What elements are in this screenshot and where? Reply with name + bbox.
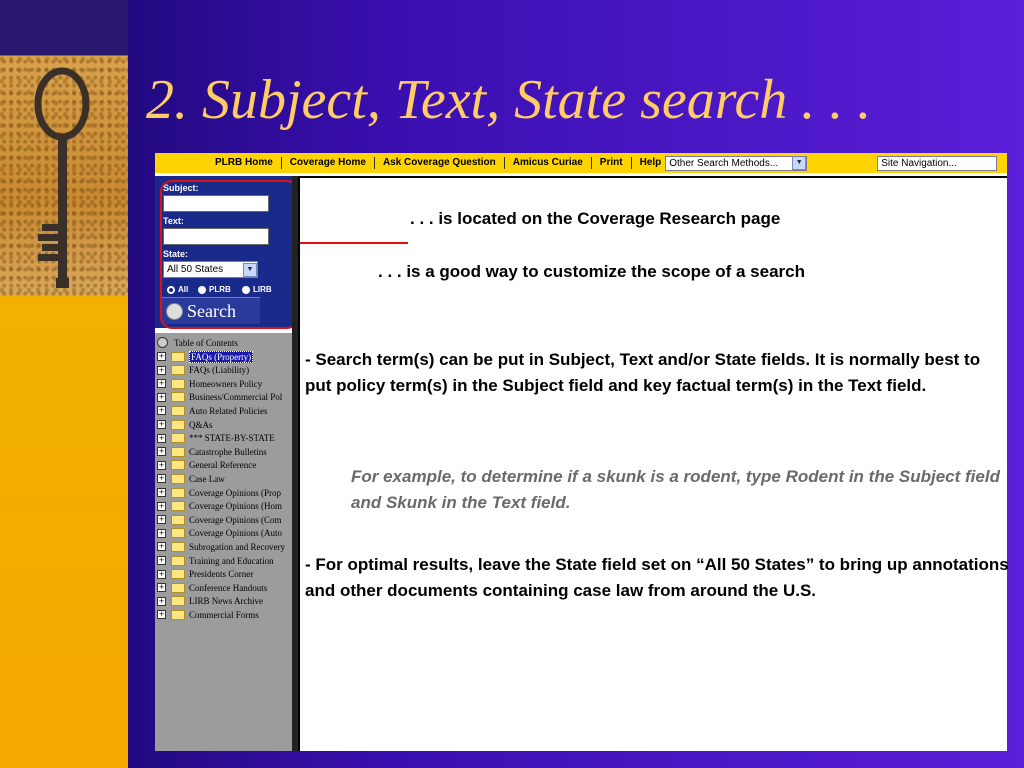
location-note: . . . is located on the Coverage Research page [410, 209, 781, 228]
radio-plrb-label: PLRB [209, 285, 231, 294]
radio-all-label: All [178, 285, 189, 294]
nav-ask-coverage-question[interactable]: Ask Coverage Question [375, 157, 505, 169]
folder-icon [171, 406, 185, 416]
nav-coverage-home[interactable]: Coverage Home [282, 157, 375, 169]
tree-item[interactable] [157, 568, 253, 581]
top-nav-bar [155, 153, 1007, 173]
expand-plus-icon[interactable]: + [158, 596, 165, 605]
tree-item-label: Case Law [189, 473, 225, 484]
expand-plus-icon[interactable]: + [158, 352, 165, 360]
state-select-value: All 50 States [167, 264, 224, 275]
tree-item-label: Subrogation and Recovery [189, 541, 285, 552]
folder-icon [171, 474, 185, 484]
folder-icon [171, 556, 185, 566]
tree-item-label: Commercial Forms [189, 609, 259, 620]
tree-item-label: *** STATE-BY-STATE [189, 433, 275, 444]
nav-help[interactable]: Help [639, 157, 662, 168]
tree-item-label: Catastrophe Bulletins [189, 446, 267, 457]
radio-lirb-label: LIRB [253, 285, 272, 294]
folder-icon [171, 515, 185, 525]
folder-icon [171, 596, 185, 606]
callout-line [300, 242, 408, 244]
table-of-contents-tree [155, 333, 295, 751]
expand-plus-icon[interactable]: + [158, 392, 165, 401]
expand-plus-icon[interactable]: + [158, 569, 165, 578]
expand-plus-icon[interactable]: + [158, 501, 165, 510]
folder-icon [171, 352, 185, 362]
tree-item[interactable] [157, 404, 268, 417]
tree-item[interactable] [157, 445, 267, 458]
slide-title: 2. Subject, Text, State search . . . [146, 69, 872, 131]
fields-paragraph: - Search term(s) can be put in Subject, Text and/or State fields. It is normally best to put policy term(s) in the Subject field and key factual term(s) in the Text field. [305, 350, 981, 395]
folder-icon [171, 501, 185, 511]
tree-item-label: Business/Commercial Pol [189, 392, 283, 403]
tree-item[interactable] [157, 486, 281, 499]
optimal-results-paragraph: - For optimal results, leave the State field set on “All 50 States” to bring up annotations and other documents containing case law from around the U.S. [305, 555, 1009, 600]
expand-plus-icon[interactable]: + [158, 420, 165, 428]
expand-plus-icon[interactable]: + [158, 515, 165, 524]
folder-icon [171, 583, 185, 593]
tree-item-label: LIRB News Archive [189, 596, 263, 607]
tree-item[interactable] [157, 418, 213, 431]
tree-item-label: Coverage Opinions (Prop [189, 487, 281, 498]
folder-icon [171, 569, 185, 579]
tree-item[interactable] [157, 432, 275, 445]
folder-icon [171, 488, 185, 498]
folder-icon [171, 447, 185, 457]
site-navigation-select[interactable] [877, 156, 997, 171]
search-highlight-outline [160, 180, 299, 329]
tree-item[interactable] [157, 554, 274, 567]
tree-item[interactable] [157, 595, 263, 608]
expand-plus-icon[interactable]: + [158, 488, 165, 496]
nav-amicus-curiae[interactable]: Amicus Curiae [505, 157, 592, 169]
expand-plus-icon[interactable]: + [158, 610, 165, 619]
tree-item[interactable] [157, 472, 225, 485]
folder-icon [171, 460, 185, 470]
tree-item-label: Training and Education [189, 555, 274, 566]
tree-item[interactable] [157, 581, 267, 594]
expand-plus-icon[interactable]: + [158, 365, 165, 374]
site-navigation-value: Site Navigation... [881, 157, 957, 169]
other-search-value: Other Search Methods... [669, 157, 779, 169]
scope-note: . . . is a good way to customize the scope of a search [378, 262, 806, 281]
key-icon [0, 56, 128, 296]
expand-plus-icon[interactable]: + [158, 379, 165, 388]
subject-label: Subject: [163, 183, 199, 193]
tree-item[interactable] [157, 364, 249, 377]
state-label: State: [163, 249, 189, 259]
tree-item-label: Coverage Opinions (Auto [189, 528, 282, 539]
expand-plus-icon[interactable]: + [158, 474, 165, 483]
tree-item-label: FAQs (Property) [191, 351, 252, 362]
text-label: Text: [163, 216, 184, 226]
folder-icon [171, 392, 185, 402]
tree-item-label: Conference Handouts [189, 582, 268, 593]
tree-item[interactable] [157, 350, 253, 363]
tree-item-label: Auto Related Policies [189, 405, 268, 416]
tree-item[interactable] [157, 391, 282, 404]
globe-icon [157, 337, 168, 348]
tree-item-label: Coverage Opinions (Com [189, 514, 282, 525]
folder-icon [171, 528, 185, 538]
tree-item[interactable] [157, 540, 285, 553]
folder-icon [171, 365, 185, 375]
tree-item-label: Coverage Opinions (Hom [189, 501, 282, 512]
folder-icon [171, 420, 185, 430]
toc-header[interactable] [157, 337, 238, 348]
tree-item-label: General Reference [189, 460, 257, 471]
tree-item-label: FAQs (Liability) [189, 365, 250, 376]
tree-item[interactable] [157, 608, 259, 621]
expand-plus-icon[interactable]: + [158, 406, 165, 415]
expand-plus-icon[interactable]: + [158, 447, 165, 456]
tree-item[interactable] [157, 500, 282, 513]
chevron-down-icon: ▼ [243, 263, 257, 277]
tree-item[interactable] [157, 513, 282, 526]
key-image [0, 56, 128, 296]
nav-plrb-home[interactable]: PLRB Home [207, 157, 282, 169]
chevron-down-icon: ▼ [792, 156, 806, 170]
folder-icon [171, 610, 185, 620]
folder-icon [171, 542, 185, 552]
tree-item[interactable] [157, 377, 262, 390]
tree-item-label: Q&As [189, 419, 213, 430]
expand-plus-icon[interactable]: + [158, 528, 165, 537]
other-search-select[interactable] [665, 156, 807, 171]
expand-plus-icon[interactable]: + [158, 460, 165, 469]
expand-plus-icon[interactable]: + [158, 583, 165, 592]
browser-screenshot [155, 153, 1007, 751]
tree-item[interactable] [157, 459, 256, 472]
tree-item[interactable] [157, 527, 282, 540]
tree-item-label: Homeowners Policy [189, 378, 263, 389]
folder-icon [171, 379, 185, 389]
expand-plus-icon[interactable]: + [158, 556, 165, 564]
tree-item-label: Presidents Corner [189, 569, 254, 580]
search-button-label: Search [187, 300, 236, 321]
nav-print[interactable]: Print [592, 157, 632, 169]
toc-header-label: Table of Contents [174, 337, 238, 348]
expand-plus-icon[interactable]: + [158, 542, 165, 551]
expand-plus-icon[interactable]: + [158, 433, 165, 442]
example-paragraph: For example, to determine if a skunk is a rodent, type Rodent in the Subject field and Skunk in the Text field. [351, 467, 1000, 512]
folder-icon [171, 433, 185, 443]
